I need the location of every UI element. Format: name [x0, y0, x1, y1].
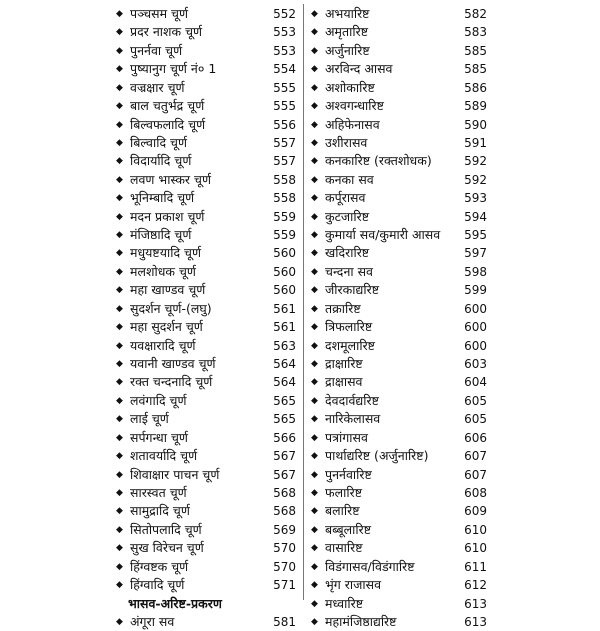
index-entry: [110, 189, 300, 207]
index-entry: [305, 5, 491, 23]
entry-title: भृंग राजासव: [325, 577, 382, 593]
entry-page-number: 600: [464, 301, 487, 316]
entry-page-number: 612: [464, 578, 487, 593]
index-column-left: [110, 5, 300, 631]
index-entry: [110, 281, 300, 299]
entry-page-number: 605: [464, 393, 487, 408]
entry-title: शिवाक्षार पाचन चूर्ण: [130, 466, 220, 482]
entry-title: मंजिष्ठादि चूर्ण: [130, 227, 192, 243]
index-entry: [305, 355, 491, 373]
entry-title: लवण भास्कर चूर्ण: [130, 171, 211, 187]
entry-title: अहिफेनासव: [325, 116, 380, 132]
entry-title: पार्थाद्यरिष्ट (अर्जुनारिष्ट): [325, 448, 429, 464]
index-entry: [305, 337, 491, 355]
bullet-diamond-icon: ◆: [311, 82, 318, 93]
index-entry: [110, 42, 300, 60]
index-entry: [110, 373, 300, 391]
entry-page-number: 605: [464, 412, 487, 427]
bullet-diamond-icon: ◆: [116, 543, 123, 554]
bullet-diamond-icon: ◆: [116, 395, 123, 406]
entry-page-number: 613: [464, 596, 487, 611]
bullet-diamond-icon: ◆: [311, 580, 318, 591]
bullet-diamond-icon: ◆: [116, 432, 123, 443]
bullet-diamond-icon: ◆: [116, 285, 123, 296]
bullet-diamond-icon: ◆: [311, 395, 318, 406]
index-entry: [110, 300, 300, 318]
bullet-diamond-icon: ◆: [116, 616, 123, 627]
entry-page-number: 567: [273, 449, 296, 464]
entry-title: अमृतारिष्ट: [325, 24, 369, 40]
index-entry: [110, 79, 300, 97]
entry-title: वासारिष्ट: [325, 540, 363, 556]
bullet-diamond-icon: ◆: [311, 45, 318, 56]
entry-page-number: 570: [273, 559, 296, 574]
index-entry: [305, 60, 491, 78]
entry-page-number: 567: [273, 467, 296, 482]
entry-page-number: 611: [464, 559, 487, 574]
index-entry: [110, 613, 300, 631]
bullet-diamond-icon: ◆: [116, 119, 123, 130]
entry-title: कनकारिष्ट (रक्तशोधक): [325, 153, 432, 169]
index-entry: [110, 410, 300, 428]
section-heading-row: [110, 595, 300, 613]
bullet-diamond-icon: ◆: [116, 248, 123, 259]
index-entry: [305, 116, 491, 134]
entry-title: अरविन्द आसव: [325, 61, 393, 77]
bullet-diamond-icon: ◆: [311, 524, 318, 535]
entry-page-number: 583: [464, 25, 487, 40]
entry-page-number: 568: [273, 504, 296, 519]
bullet-diamond-icon: ◆: [116, 303, 123, 314]
entry-title: हिंग्वष्टक चूर्ण: [130, 558, 189, 574]
entry-title: फलारिष्ट: [325, 484, 363, 500]
entry-title: विडंगासव/विडंगारिष्ट: [325, 558, 415, 574]
entry-title: खदिरारिष्ट: [325, 245, 370, 261]
entry-page-number: 558: [273, 191, 296, 206]
entry-title: भूनिम्बादि चूर्ण: [130, 190, 195, 206]
bullet-diamond-icon: ◆: [116, 82, 123, 93]
bullet-diamond-icon: ◆: [311, 543, 318, 554]
entry-title: कनका सव: [325, 171, 374, 187]
index-entry: [110, 318, 300, 336]
bullet-diamond-icon: ◆: [311, 9, 318, 19]
entry-page-number: 552: [273, 7, 296, 21]
entry-page-number: 607: [464, 467, 487, 482]
entry-title: शतावर्यादि चूर्ण: [130, 448, 198, 464]
entry-page-number: 613: [464, 614, 487, 629]
entry-title: देवदार्वद्यरिष्ट: [325, 392, 379, 408]
entry-page-number: 582: [464, 7, 487, 21]
bullet-diamond-icon: ◆: [116, 230, 123, 241]
entry-page-number: 600: [464, 320, 487, 335]
index-entry: [305, 521, 491, 539]
index-entry: [110, 539, 300, 557]
entry-title: लवंगादि चूर्ण: [130, 392, 187, 408]
entry-title: चन्दना सव: [325, 263, 373, 279]
entry-title: मध्वारिष्ट: [325, 595, 364, 611]
entry-page-number: 589: [464, 99, 487, 114]
entry-title: पत्रांगासव: [325, 429, 368, 445]
bullet-diamond-icon: ◆: [311, 561, 318, 572]
index-entry: [110, 466, 300, 484]
bullet-diamond-icon: ◆: [116, 101, 123, 112]
bullet-diamond-icon: ◆: [116, 414, 123, 425]
index-entry: [305, 392, 491, 410]
bullet-diamond-icon: ◆: [311, 359, 318, 370]
entry-title: बिल्वादि चूर्ण: [130, 134, 188, 150]
bullet-diamond-icon: ◆: [311, 27, 318, 38]
entry-title: अशोकारिष्ट: [325, 79, 375, 95]
bullet-diamond-icon: ◆: [116, 137, 123, 148]
entry-page-number: 608: [464, 485, 487, 500]
index-entry: [110, 171, 300, 189]
index-entry: [305, 429, 491, 447]
entry-title: उशीरासव: [325, 134, 368, 150]
bullet-diamond-icon: ◆: [116, 64, 123, 75]
entry-title: अंगूरा सव: [130, 613, 175, 629]
entry-page-number: 591: [464, 135, 487, 150]
bullet-diamond-icon: ◆: [311, 64, 318, 75]
index-entry: [305, 502, 491, 520]
entry-title: लाई चूर्ण: [130, 411, 169, 427]
index-entry: [305, 466, 491, 484]
bullet-diamond-icon: ◆: [311, 377, 318, 388]
index-entry: [110, 484, 300, 502]
index-entry: [305, 613, 491, 631]
entry-title: सितोपलादि चूर्ण: [130, 521, 202, 537]
entry-title: सर्पगन्धा चूर्ण: [130, 429, 188, 445]
bullet-diamond-icon: ◆: [116, 451, 123, 462]
index-entry: [110, 337, 300, 355]
bullet-diamond-icon: ◆: [116, 561, 123, 572]
entry-page-number: 559: [273, 209, 296, 224]
bullet-diamond-icon: ◆: [116, 45, 123, 56]
bullet-diamond-icon: ◆: [311, 487, 318, 498]
bullet-diamond-icon: ◆: [311, 211, 318, 222]
entry-title: दशमूलारिष्ट: [325, 337, 375, 353]
index-entry: [305, 484, 491, 502]
entry-title: पुष्यानुग चूर्ण नं० 1: [130, 61, 217, 77]
entry-title: बलारिष्ट: [325, 503, 360, 519]
entry-title: पुनर्नवा चूर्ण: [130, 42, 183, 58]
bullet-diamond-icon: ◆: [116, 174, 123, 185]
entry-page-number: 560: [273, 264, 296, 279]
entry-page-number: 606: [464, 430, 487, 445]
index-entry: [305, 79, 491, 97]
entry-page-number: 597: [464, 246, 487, 261]
index-entry: [305, 281, 491, 299]
entry-page-number: 599: [464, 283, 487, 298]
entry-page-number: 604: [464, 375, 487, 390]
index-entry: [305, 152, 491, 170]
entry-title: सुदर्शन चूर्ण-(लघु): [130, 300, 212, 316]
index-entry: [305, 300, 491, 318]
entry-page-number: 590: [464, 117, 487, 132]
index-entry: [305, 576, 491, 594]
entry-title: सुख विरेचन चूर्ण: [130, 540, 204, 556]
entry-page-number: 564: [273, 357, 296, 372]
bullet-diamond-icon: ◆: [116, 193, 123, 204]
bullet-diamond-icon: ◆: [116, 377, 123, 388]
entry-page-number: 569: [273, 522, 296, 537]
index-entry: [110, 244, 300, 262]
entry-page-number: 585: [464, 43, 487, 58]
index-entry: [305, 97, 491, 115]
bullet-diamond-icon: ◆: [311, 174, 318, 185]
bullet-diamond-icon: ◆: [116, 322, 123, 333]
bullet-diamond-icon: ◆: [116, 27, 123, 38]
entry-page-number: 554: [273, 62, 296, 77]
entry-page-number: 571: [273, 578, 296, 593]
entry-title: विदार्यादि चूर्ण: [130, 153, 192, 169]
entry-title: हिंग्वादि चूर्ण: [130, 577, 185, 593]
entry-page-number: 595: [464, 228, 487, 243]
entry-title: महा खाण्डव चूर्ण: [130, 282, 206, 298]
entry-page-number: 557: [273, 154, 296, 169]
index-entry: [305, 208, 491, 226]
index-entry: [305, 134, 491, 152]
entry-page-number: 610: [464, 541, 487, 556]
entry-page-number: 556: [273, 117, 296, 132]
entry-title: सारस्वत चूर्ण: [130, 484, 187, 500]
entry-title: द्राक्षासव: [325, 374, 363, 390]
entry-page-number: 600: [464, 338, 487, 353]
entry-page-number: 592: [464, 172, 487, 187]
entry-page-number: 581: [273, 614, 296, 629]
bullet-diamond-icon: ◆: [311, 598, 318, 609]
entry-page-number: 561: [273, 301, 296, 316]
index-entry: [305, 171, 491, 189]
column-divider: [303, 4, 304, 600]
entry-page-number: 555: [273, 80, 296, 95]
entry-title: पुनर्नवारिष्ट: [325, 466, 372, 482]
bullet-diamond-icon: ◆: [311, 616, 318, 627]
bullet-diamond-icon: ◆: [311, 451, 318, 462]
index-entry: [110, 208, 300, 226]
bullet-diamond-icon: ◆: [311, 193, 318, 204]
entry-page-number: 594: [464, 209, 487, 224]
bullet-diamond-icon: ◆: [311, 303, 318, 314]
entry-page-number: 565: [273, 412, 296, 427]
entry-title: बिल्वफलादि चूर्ण: [130, 116, 206, 132]
bullet-diamond-icon: ◆: [116, 266, 123, 277]
index-entry: [110, 558, 300, 576]
entry-page-number: 598: [464, 264, 487, 279]
entry-title: मदन प्रकाश चूर्ण: [130, 208, 205, 224]
entry-title: यवानी खाण्डव चूर्ण: [130, 356, 216, 372]
entry-page-number: 557: [273, 135, 296, 150]
bullet-diamond-icon: ◆: [311, 432, 318, 443]
bullet-diamond-icon: ◆: [116, 487, 123, 498]
entry-page-number: 586: [464, 80, 487, 95]
entry-title: तक्रारिष्ट: [325, 300, 361, 316]
index-entry: [305, 318, 491, 336]
bullet-diamond-icon: ◆: [311, 137, 318, 148]
bullet-diamond-icon: ◆: [311, 230, 318, 241]
index-entry: [305, 558, 491, 576]
index-entry: [305, 189, 491, 207]
index-entry: [305, 23, 491, 41]
index-entry: [110, 116, 300, 134]
bullet-diamond-icon: ◆: [311, 469, 318, 480]
index-entry: [110, 392, 300, 410]
index-entry: [110, 263, 300, 281]
entry-title: वज्रक्षार चूर्ण: [130, 79, 185, 95]
entry-title: सामुद्रादि चूर्ण: [130, 503, 190, 519]
bullet-diamond-icon: ◆: [311, 322, 318, 333]
bullet-diamond-icon: ◆: [311, 414, 318, 425]
index-entry: [110, 502, 300, 520]
entry-page-number: 603: [464, 357, 487, 372]
entry-title: जीरकाद्यरिष्ट: [325, 282, 379, 298]
entry-page-number: 570: [273, 541, 296, 556]
bullet-diamond-icon: ◆: [311, 119, 318, 130]
bullet-diamond-icon: ◆: [116, 469, 123, 480]
entry-page-number: 560: [273, 283, 296, 298]
entry-title: अर्जुनारिष्ट: [325, 42, 370, 58]
entry-title: मधुयष्टयादि चूर्ण: [130, 245, 202, 261]
entry-title: कुटजारिष्ट: [325, 208, 370, 224]
bullet-diamond-icon: ◆: [116, 156, 123, 167]
entry-page-number: 555: [273, 99, 296, 114]
bullet-diamond-icon: ◆: [311, 156, 318, 167]
entry-title: कर्पूरासव: [325, 190, 366, 206]
index-entry: [305, 447, 491, 465]
bullet-diamond-icon: ◆: [116, 506, 123, 517]
entry-page-number: 565: [273, 393, 296, 408]
index-entry: [110, 23, 300, 41]
bullet-diamond-icon: ◆: [116, 340, 123, 351]
index-column-right: [305, 5, 491, 631]
entry-title: बब्बूलारिष्ट: [325, 521, 372, 537]
index-entry: [110, 134, 300, 152]
bullet-diamond-icon: ◆: [311, 101, 318, 112]
entry-title: कुमार्या सव/कुमारी आसव: [325, 227, 441, 243]
entry-page-number: 592: [464, 154, 487, 169]
entry-page-number: 564: [273, 375, 296, 390]
entry-page-number: 560: [273, 246, 296, 261]
entry-page-number: 585: [464, 62, 487, 77]
entry-page-number: 568: [273, 485, 296, 500]
entry-page-number: 563: [273, 338, 296, 353]
entry-title: अश्वगन्धारिष्ट: [325, 98, 384, 114]
bullet-diamond-icon: ◆: [116, 359, 123, 370]
index-entry: [110, 226, 300, 244]
bullet-diamond-icon: ◆: [311, 506, 318, 517]
entry-title: अभयारिष्ट: [325, 6, 370, 21]
entry-page-number: 566: [273, 430, 296, 445]
index-entry: [305, 373, 491, 391]
bullet-diamond-icon: ◆: [311, 285, 318, 296]
index-entry: [110, 576, 300, 594]
entry-page-number: 561: [273, 320, 296, 335]
index-entry: [110, 355, 300, 373]
entry-title: प्रदर नाशक चूर्ण: [130, 24, 203, 40]
bullet-diamond-icon: ◆: [311, 248, 318, 259]
entry-title: द्राक्षारिष्ट: [325, 356, 363, 372]
index-entry: [305, 539, 491, 557]
entry-title: पञ्चसम चूर्ण: [130, 6, 188, 21]
entry-title: महा सुदर्शन चूर्ण: [130, 319, 203, 335]
index-entry: [110, 152, 300, 170]
entry-title: रक्त चन्दनादि चूर्ण: [130, 374, 213, 390]
entry-page-number: 558: [273, 172, 296, 187]
index-entry: [110, 521, 300, 539]
index-entry: [305, 226, 491, 244]
entry-title: बाल चतुर्भद्र चूर्ण: [130, 98, 205, 114]
bullet-diamond-icon: ◆: [116, 524, 123, 535]
index-entry: [305, 263, 491, 281]
bullet-diamond-icon: ◆: [116, 9, 123, 19]
entry-title: नारिकेलासव: [325, 411, 381, 427]
index-entry: [110, 5, 300, 23]
entry-page-number: 609: [464, 504, 487, 519]
entry-page-number: 607: [464, 449, 487, 464]
index-entry: [305, 42, 491, 60]
entry-title: महामंजिष्ठाद्यरिष्ट: [325, 613, 397, 629]
entry-page-number: 593: [464, 191, 487, 206]
index-entry: [110, 97, 300, 115]
index-entry: [110, 447, 300, 465]
entry-page-number: 610: [464, 522, 487, 537]
entry-title: मलशोधक चूर्ण: [130, 263, 196, 279]
bullet-diamond-icon: ◆: [311, 266, 318, 277]
index-entry: [305, 595, 491, 613]
entry-title: त्रिफलारिष्ट: [325, 319, 373, 335]
entry-page-number: 553: [273, 25, 296, 40]
index-entry: [110, 429, 300, 447]
index-entry: [110, 60, 300, 78]
entry-page-number: 559: [273, 228, 296, 243]
entry-title: यवक्षारादि चूर्ण: [130, 337, 196, 353]
bullet-diamond-icon: ◆: [311, 340, 318, 351]
bullet-diamond-icon: ◆: [116, 211, 123, 222]
index-entry: [305, 244, 491, 262]
entry-page-number: 553: [273, 43, 296, 58]
index-entry: [305, 410, 491, 428]
bullet-diamond-icon: ◆: [116, 580, 123, 591]
section-heading: भासव-अरिष्ट-प्रकरण: [128, 595, 222, 611]
